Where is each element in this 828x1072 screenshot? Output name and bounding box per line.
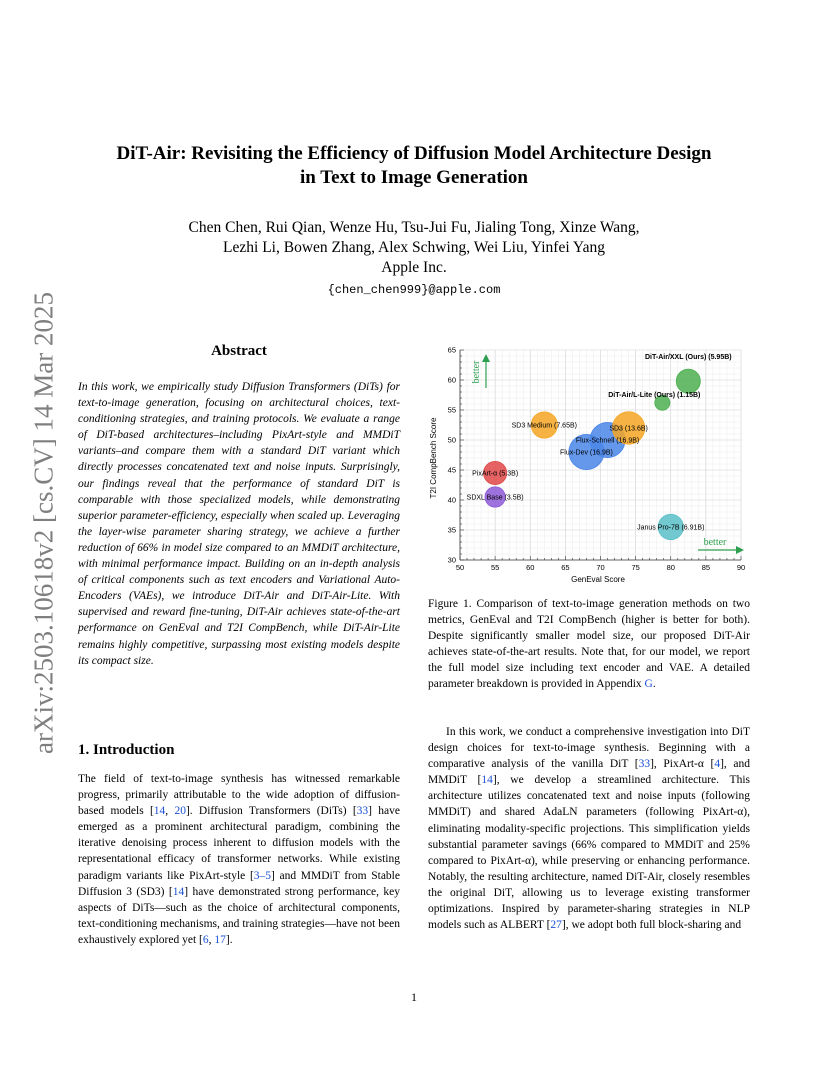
arxiv-identifier-stamp	[22, 283, 66, 763]
affiliation: Apple Inc.	[381, 259, 447, 276]
citation-link[interactable]: 3–5	[253, 869, 272, 882]
paper-title	[90, 142, 738, 190]
y-axis-label: T2I CompBench Score	[429, 417, 438, 499]
better-arrow-horizontal	[698, 537, 744, 554]
data-bubble-label: DiT-Air/L-Lite (Ours) (1.15B)	[608, 391, 701, 399]
arxiv-stamp-text: arXiv:2503.10618v2 [cs.CV] 14 Mar 2025	[28, 292, 59, 754]
figure-1-caption: Figure 1. Comparison of text-to-image generation methods on two metrics, GenEval and T2I CompBench (higher is better for both). Despite significantly smaller model size, our proposed DiT-Air achieves state-of-the-art results. Note that, for our model, we report the full model size including text encoder and VAE. A detailed parameter breakdown is provided in Appendix G.	[428, 598, 750, 691]
y-tick-label: 45	[447, 465, 456, 475]
data-bubble-label: SD3 (13.6B)	[609, 425, 648, 433]
introduction-paragraph: The field of text-to-image synthesis has witnessed remarkable progress, primarily attributable to the wide adoption of diffusion-based models [14, 20]. Diffusion Transformers (DiTs) [33] have emerged as a prominent architectural paradigm, combining the iterative denoising process inherent to diffusion models with the representational efficacy of transformer networks. While existing paradigm variants like PixArt-style [3–5] and MMDiT from Stable Diffusion 3 (SD3) [14] have demonstrated strong performance, key aspects of DiTs—such as the choice of architectural components, text-conditioning mechanisms, and training strategies—have not been exhaustively explored yet [6, 17].	[78, 773, 400, 946]
data-bubble-label: PixArt-α (5.3B)	[472, 470, 519, 478]
x-tick-label: 60	[526, 563, 535, 572]
citation-link[interactable]: 14	[481, 774, 493, 787]
citation-link[interactable]: 4	[714, 758, 721, 771]
x-tick-label: 70	[596, 563, 605, 572]
x-tick-label: 75	[631, 563, 640, 572]
citation-link[interactable]: 33	[356, 805, 369, 818]
introduction-heading: 1. Introduction	[78, 742, 175, 758]
better-label-vertical: better	[471, 360, 482, 384]
citation-link[interactable]: 20	[174, 805, 186, 818]
y-tick-label: 30	[447, 555, 456, 565]
data-bubble-label: SD3 Medium (7.65B)	[511, 422, 577, 430]
authors-line-1: Chen Chen, Rui Qian, Wenze Hu, Tsu-Jui Fu, Jialing Tong, Xinze Wang,	[188, 219, 640, 236]
x-axis-label: GenEval Score	[571, 575, 625, 584]
data-bubble-label: DiT-Air/XXL (Ours) (5.95B)	[645, 354, 732, 362]
data-bubble-label: SDXL Base (3.5B)	[466, 494, 524, 502]
author-email[interactable]: {chen_chen999}@apple.com	[327, 283, 501, 297]
scatter-chart-svg	[423, 340, 753, 590]
y-tick-label: 60	[447, 375, 456, 385]
right-column-paragraph: In this work, we conduct a comprehensive investigation into DiT design choices for text-to-image synthesis. Beginning with a comparative analysis of the vanilla DiT [33], PixArt-α [4], and MMDiT [14], we develop a streamlined architecture. This architecture utilizes concatenated text and noise inputs (following MMDiT) and shared AdaLN parameters (following PixArt-α), eliminating modality-specific projections. This simplification yields substantial parameter savings (66% compared to MMDiT and 25% compared to PixArt-α), while preserving or enhancing performance. Notably, the resulting architecture, named DiT-Air, closely resembles the original DiT, allowing us to leverage existing transformer optimizations. Inspired by parameter-sharing strategies in NLP models such as ALBERT [27], we adopt both full block-sharing and	[428, 726, 751, 932]
y-tick-label: 55	[447, 405, 456, 415]
y-tick-label: 35	[447, 525, 456, 535]
title-line-2: in Text to Image Generation	[300, 167, 528, 188]
x-tick-label: 55	[490, 563, 500, 572]
abstract-heading: Abstract	[211, 343, 267, 359]
author-block	[90, 218, 738, 300]
figure-1-chart	[423, 340, 753, 590]
data-bubble	[676, 369, 700, 393]
better-label-horizontal: better	[703, 537, 727, 548]
data-bubble-label: Janus Pro-7B (6.91B)	[637, 524, 705, 532]
data-bubble-label: Flux-Dev (16.9B)	[559, 449, 613, 457]
y-tick-label: 50	[447, 435, 456, 445]
x-tick-label: 65	[561, 563, 570, 572]
y-tick-label: 40	[447, 495, 456, 505]
citation-link[interactable]: 17	[214, 933, 226, 946]
citation-link[interactable]: 14	[153, 805, 166, 818]
x-tick-label: 50	[455, 563, 465, 572]
appendix-link[interactable]: G	[644, 678, 653, 691]
x-tick-label: 85	[701, 563, 711, 572]
page-number: 1	[411, 990, 417, 1004]
x-tick-label: 90	[736, 563, 746, 572]
citation-link[interactable]: 6	[202, 933, 209, 946]
authors-line-2: Lezhi Li, Bowen Zhang, Alex Schwing, Wei Liu, Yinfei Yang	[223, 239, 605, 256]
citation-link[interactable]: 27	[550, 919, 562, 932]
x-tick-label: 80	[666, 563, 675, 572]
citation-link[interactable]: 33	[638, 758, 651, 771]
title-line-1: DiT-Air: Revisiting the Efficiency of Diffusion Model Architecture Design	[116, 143, 712, 164]
abstract-text: In this work, we empirically study Diffusion Transformers (DiTs) for text-to-image generation, focusing on architectural choices, text-conditioning strategies, and training protocols. We evaluate a range of DiT-based architectures–including PixArt-style and MMDiT variants–and compare them with a standard DiT variant which directly processes concatenated text and noise inputs. Surprisingly, our findings reveal that the performance of standard DiT is comparable with those specialized models, while demonstrating superior parameter-efficiency, especially when scaled up. Leveraging the layer-wise parameter sharing strategy, we achieve a further reduction of 66% in model size compared to an MMDiT architecture, with minimal performance impact. Building on an in-depth analysis of critical components such as text encoders and Variational Auto-Encoders (VAEs), we introduce DiT-Air and DiT-Air-Lite. With supervised and reward fine-tuning, DiT-Air achieves state-of-the-art performance on GenEval and T2I CompBench, while DiT-Air-Lite remains highly competitive, surpassing most existing models despite its compact size.	[78, 381, 400, 667]
y-tick-label: 65	[447, 345, 456, 355]
data-bubble-label: Flux-Schnell (16.9B)	[575, 437, 640, 445]
citation-link[interactable]: 14	[172, 885, 185, 898]
